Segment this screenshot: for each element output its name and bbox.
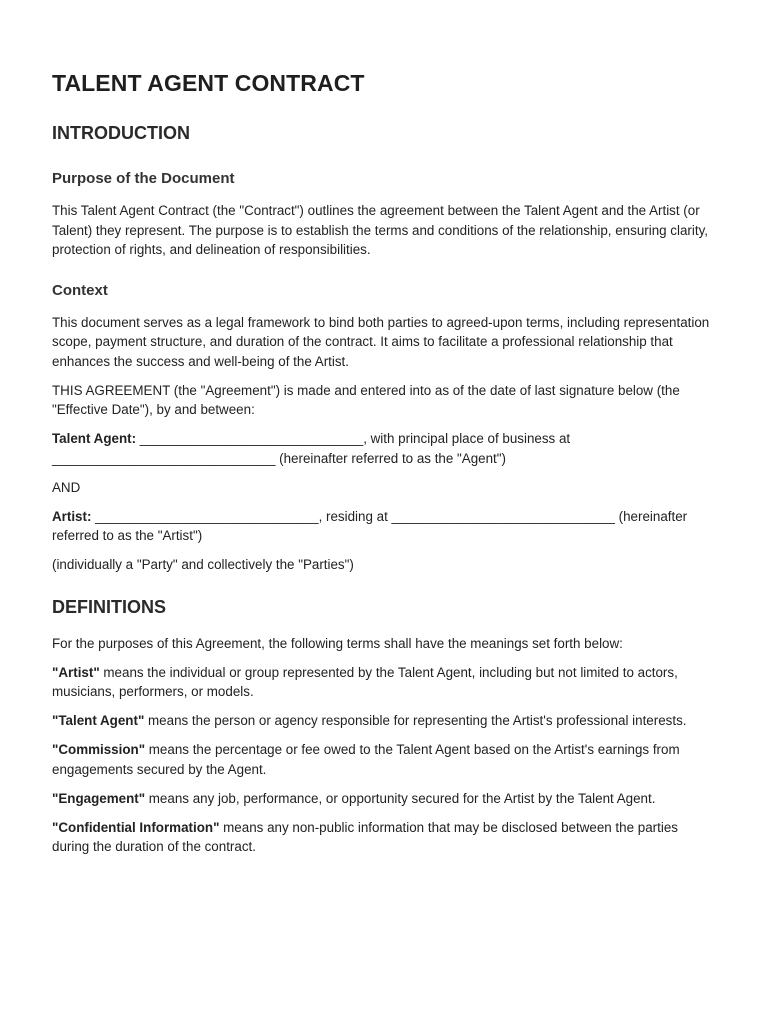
context-paragraph: This document serves as a legal framework to bind both parties to agreed-upon terms, including representation scope, payment structure, and duration of the contract. It aims to facilitate a professional relationship that enhances the success and well-being of the Artist. [52, 314, 710, 369]
definition-term: "Commission" [52, 742, 146, 757]
and-paragraph: AND [52, 479, 81, 495]
introduction-heading: INTRODUCTION [52, 123, 190, 143]
definition-text: means the person or agency responsible for representing the Artist's professional interests. [144, 713, 687, 728]
definition-item [52, 740, 718, 779]
definition-item [52, 711, 718, 731]
talent-agent-text: ______________________________, with principal place of business at ______________________________ (hereinafter referred to as the "Agent") [52, 431, 571, 466]
definition-term: "Confidential Information" [52, 819, 220, 835]
definition-term: "Engagement" [52, 790, 146, 806]
definition-item [52, 663, 718, 702]
purpose-paragraph: This Talent Agent Contract (the "Contract") outlines the agreement between the Talent Agent and the Artist (or Talent) they represent. The purpose is to establish the terms and conditions of the relationship, ensuring clarity, protection of rights, and delineation of responsibilities. [52, 203, 709, 257]
artist-paragraph [52, 507, 718, 546]
artist-text: ______________________________, residing at ______________________________ (hereinafter referred to as the "Artist") [52, 508, 688, 543]
definition-text: means any job, performance, or opportunity secured for the Artist by the Talent Agent. [145, 790, 656, 806]
talent-agent-paragraph [52, 429, 718, 468]
agreement-paragraph: THIS AGREEMENT (the "Agreement") is made and entered into as of the date of last signature below (the "Effective Date"), by and between: [52, 382, 680, 417]
artist-label: Artist: [52, 508, 92, 524]
context-heading: Context [52, 281, 108, 299]
definition-term: "Talent Agent" [52, 713, 145, 728]
talent-agent-label: Talent Agent: [52, 431, 137, 446]
definition-text: means the individual or group represented by the Talent Agent, including but not limited to actors, musicians, performers, or models. [52, 664, 678, 699]
definition-text: means any non-public information that may be disclosed between the parties during the duration of the contract. [52, 819, 678, 854]
purpose-heading: Purpose of the Document [52, 170, 235, 187]
definition-item [52, 818, 718, 857]
definition-item [52, 789, 718, 809]
definitions-heading: DEFINITIONS [52, 596, 167, 617]
document-title: TALENT AGENT CONTRACT [52, 70, 365, 96]
definitions-intro: For the purposes of this Agreement, the following terms shall have the meanings set forth below: [52, 635, 623, 651]
definition-term: "Artist" [52, 664, 100, 680]
definition-text: means the percentage or fee owed to the Talent Agent based on the Artist's earnings from engagements secured by the Agent. [52, 742, 680, 777]
parties-paragraph: (individually a "Party" and collectively the "Parties") [52, 557, 354, 572]
